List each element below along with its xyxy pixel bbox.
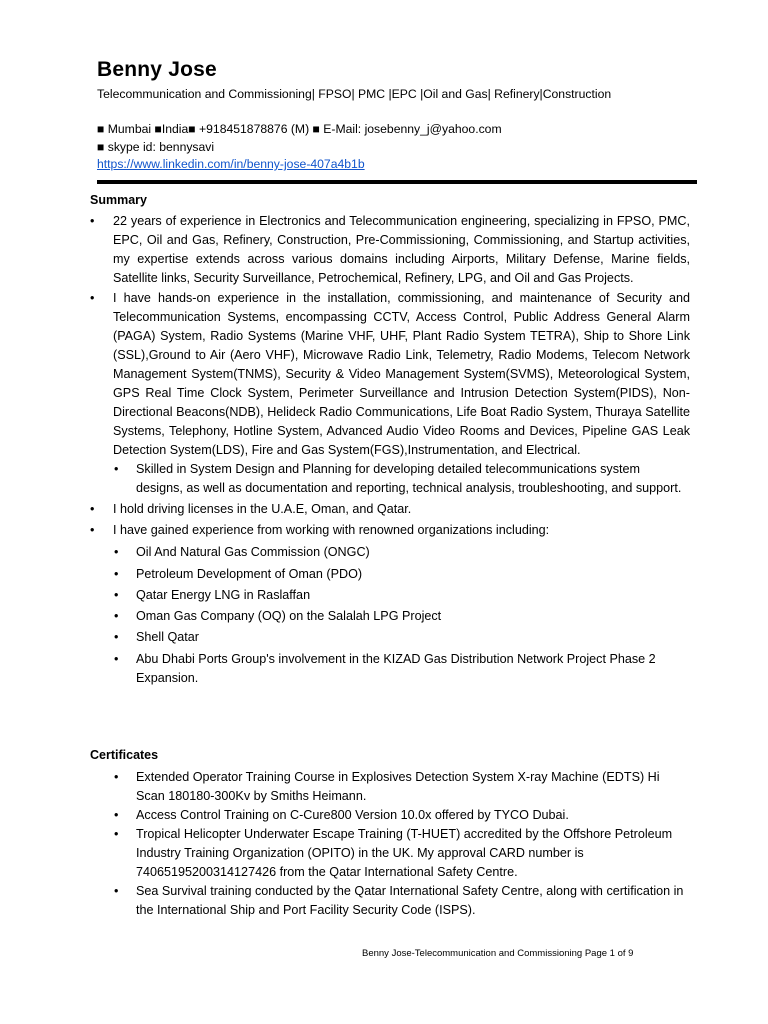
licenses-item: • I hold driving licenses in the U.A.E, Oman, and Qatar. — [90, 500, 690, 519]
profile-subtitle: Telecommunication and Commissioning| FPSO| PMC |EPC |Oil and Gas| Refinery|Construction — [97, 87, 612, 101]
organization-item: • Oil And Natural Gas Commission (ONGC) — [90, 543, 690, 562]
organization-item: • Abu Dhabi Ports Group's involvement in the KIZAD Gas Distribution Network Project Phase 2 Expansion. — [90, 650, 690, 688]
summary-item: • 22 years of experience in Electronics and Telecommunication engineering, specializing in FPSO, PMC, EPC, Oil and Gas, Refinery, Construction, Pre-Commissioning, Commissioning, and Startup activities, my expertise extends across various domains including Airports, Military Defense, Marine fields, Satellite links, Security Surveillance, Petrochemical, Refinery, LPG, and Oil and Gas Projects. — [90, 212, 690, 288]
organizations-intro: • I have gained experience from working with renowned organizations including: — [90, 521, 690, 540]
certificate-item: • Tropical Helicopter Underwater Escape Training (T-HUET) accredited by the Offshore Petroleum Industry Training Organization (OPITO) in the UK. My approval CARD number is 74065195200314127426 from the Qatar International Safety Centre. — [90, 825, 690, 882]
summary-heading: Summary — [90, 193, 147, 207]
certificate-item: • Extended Operator Training Course in Explosives Detection System X-ray Machine (EDTS) Hi Scan 180180-300Kv by Smiths Heimann. — [90, 768, 690, 806]
summary-section — [90, 212, 690, 690]
candidate-name: Benny Jose — [97, 58, 217, 81]
organization-item: • Oman Gas Company (OQ) on the Salalah LPG Project — [90, 607, 690, 626]
certificates-heading: Certificates — [90, 748, 159, 762]
organization-item: • Petroleum Development of Oman (PDO) — [90, 565, 690, 584]
contact-block — [97, 121, 502, 174]
certificate-item: • Access Control Training on C-Cure800 Version 10.0x offered by TYCO Dubai. — [90, 806, 690, 825]
header-divider — [97, 180, 697, 184]
certificate-item: • Sea Survival training conducted by the Qatar International Safety Centre, along with certification in the International Ship and Port Facility Security Code (ISPS). — [90, 882, 690, 920]
linkedin-link[interactable]: https://www.linkedin.com/in/benny-jose-407a4b1b — [97, 157, 365, 171]
certificates-section — [90, 768, 690, 920]
contact-line: ■ Mumbai ■India■ +918451878876 (M) ■ E-Mail: josebenny_j@yahoo.com — [97, 122, 502, 136]
organization-item: • Shell Qatar — [90, 628, 690, 647]
summary-item: • I have hands-on experience in the installation, commissioning, and maintenance of Security and Telecommunication Systems, encompassing CCTV, Access Control, Public Address General Alarm (PAGA) System, Radio Systems (Marine VHF, UHF, Plant Radio System TETRA), Ship to Shore Link (SSL),Ground to Air (Aero VHF), Microwave Radio Link, Telemetry, Radio Modems, Telecom Network Management System(TNMS), Security & Video Management System(SVMS), Meteorological System, GPS Real Time Clock System, Perimeter Surveillance and Intrusion Detection System(PIDS), Non-Directional Beacons(NDB), Helideck Radio Communications, Life Boat Radio System, Thuraya Satellite Systems, Telephony, Hotline System, Advanced Audio Video Rooms and Devices, Pipeline GAS Leak Detection System(LDS), Fire and Gas System(FGS),Instrumentation, and Electrical. — [90, 289, 690, 460]
organization-item: • Qatar Energy LNG in Raslaffan — [90, 586, 690, 605]
summary-subitem: • Skilled in System Design and Planning for developing detailed telecommunications system designs, as well as documentation and reporting, technical analysis, troubleshooting, and support. — [90, 460, 690, 498]
skype-line: ■ skype id: bennysavi — [97, 139, 215, 154]
page-footer: Benny Jose-Telecommunication and Commissioning Page 1 of 9 — [362, 948, 634, 959]
